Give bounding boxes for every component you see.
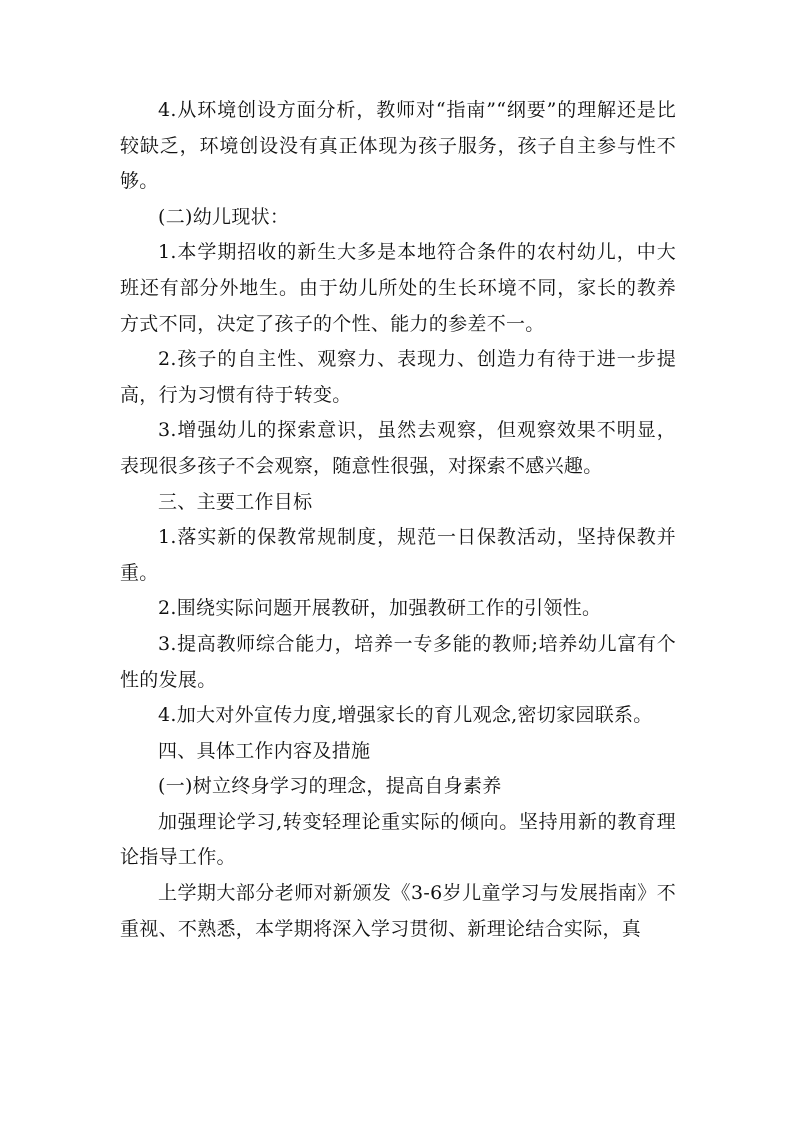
paragraph-exploration: 3.增强幼儿的探索意识，虽然去观察，但观察效果不明显，表现很多孩子不会观察，随意性很强，对探索不感兴趣。 bbox=[120, 419, 676, 477]
heading-main-goals: 三、主要工作目标 bbox=[158, 490, 313, 513]
paragraph-goal-3: 3.提高教师综合能力，培养一专多能的教师;培养幼儿富有个性的发展。 bbox=[120, 632, 676, 691]
heading-work-content: 四、具体工作内容及措施 bbox=[158, 739, 371, 762]
paragraph-env-analysis: 4.从环境创设方面分析，教师对“指南”“纲要”的理解还是比较缺乏，环境创设没有真正体现为孩子服务，孩子自主参与性不够。 bbox=[120, 99, 676, 193]
paragraph-goal-4: 4.加大对外宣传力度,增强家长的育儿观念,密切家园联系。 bbox=[158, 704, 653, 727]
paragraph-new-students: 1.本学期招收的新生大多是本地符合条件的农村幼儿，中大班还有部分外地生。由于幼儿所处的生长环境不同，家长的教养方式不同，决定了孩子的个性、能力的参差不一。 bbox=[120, 241, 676, 335]
heading-child-status: (二)幼儿现状： bbox=[158, 205, 290, 228]
document-body bbox=[120, 93, 676, 947]
paragraph-goal-1: 1.落实新的保教常规制度，规范一日保教活动，坚持保教并重。 bbox=[120, 526, 676, 584]
paragraph-goal-2: 2.围绕实际问题开展教研，加强教研工作的引领性。 bbox=[158, 597, 602, 620]
paragraph-child-abilities: 2.孩子的自主性、观察力、表现力、创造力有待于进一步提高，行为习惯有待于转变。 bbox=[120, 348, 676, 406]
paragraph-guide-study: 上学期大部分老师对新颁发《3-6岁儿童学习与发展指南》不重视、不熟悉，本学期将深入学习贯彻、新理论结合实际，真 bbox=[120, 882, 676, 940]
heading-lifelong-learning: (一)树立终身学习的理念，提高自身素养 bbox=[158, 775, 502, 798]
paragraph-theory-study: 加强理论学习,转变轻理论重实际的倾向。坚持用新的教育理论指导工作。 bbox=[120, 810, 676, 869]
